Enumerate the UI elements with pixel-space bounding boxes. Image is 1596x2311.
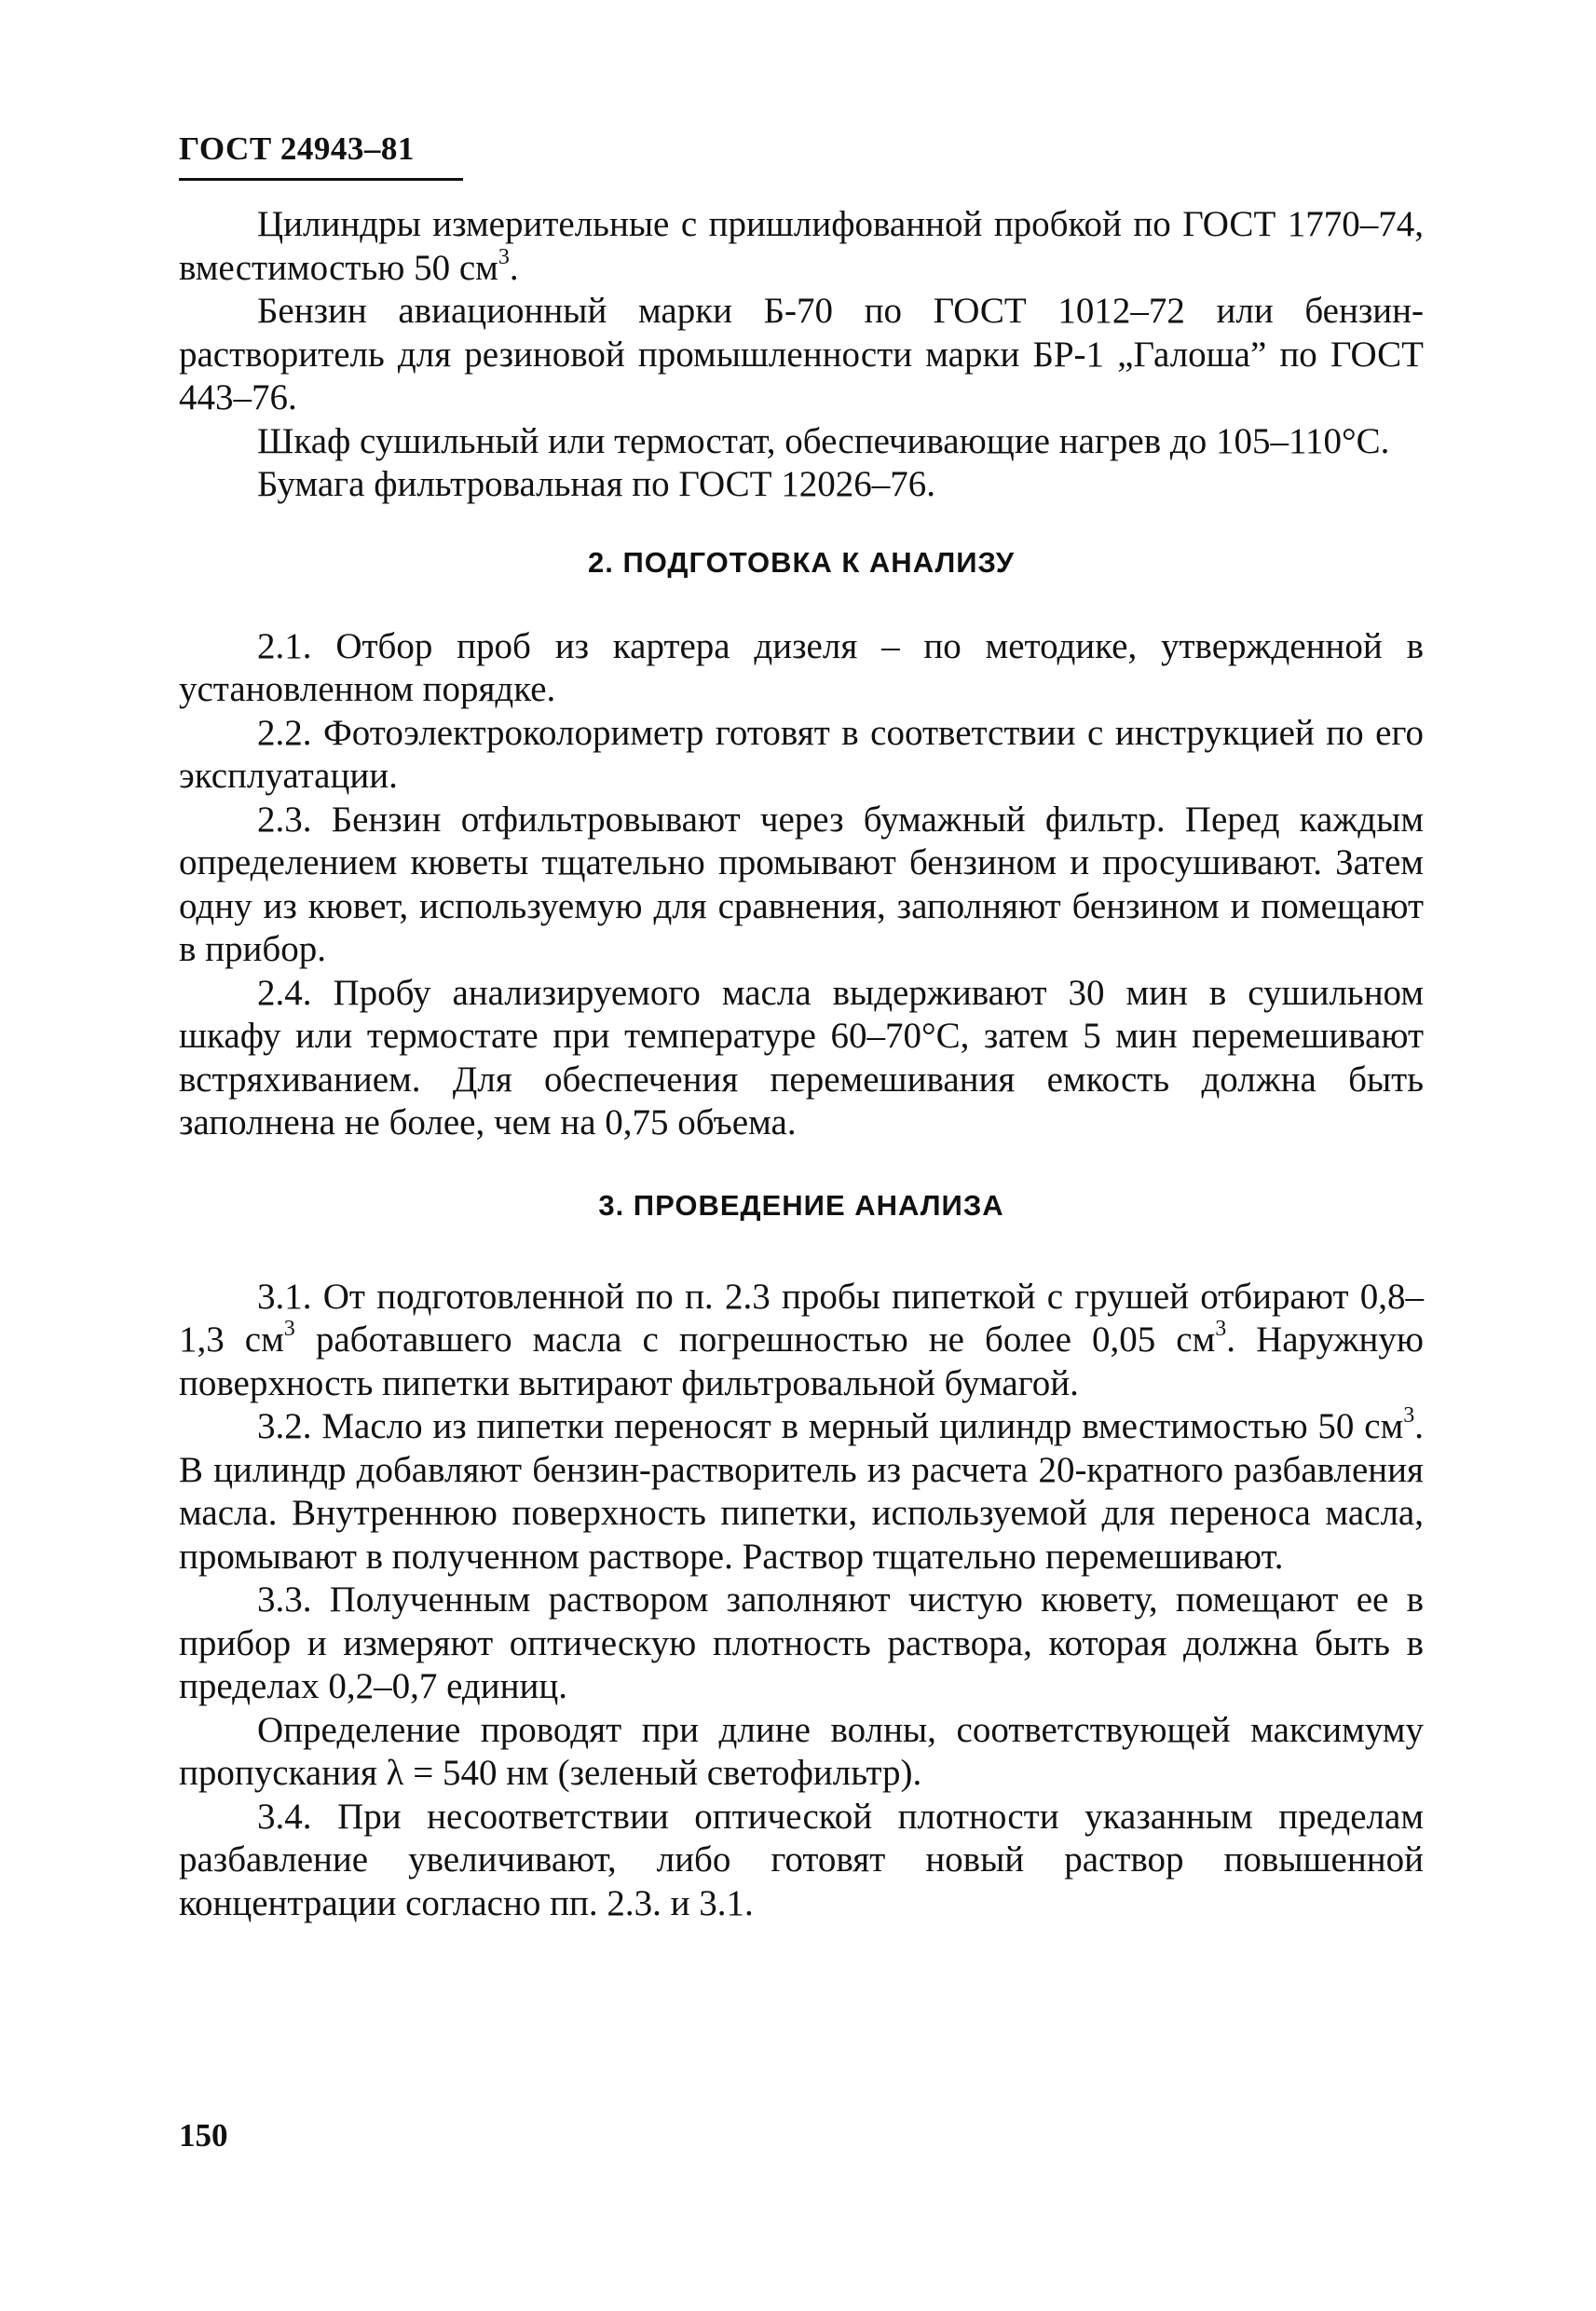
paragraph-2-2: 2.2. Фотоэлектроколориметр готовят в соответствии с инструкцией по его эксплуатации. bbox=[179, 712, 1424, 796]
paragraph-3-3: 3.3. Полученным раствором заполняют чистую кювету, помещают ее в прибор и измеряют оптическую плотность раствора, которая должна быть в пределах 0,2–0,7 единиц. bbox=[179, 1579, 1424, 1706]
body-text bbox=[179, 203, 1424, 1925]
header-rule bbox=[179, 178, 463, 181]
superscript: 3 bbox=[1403, 1403, 1415, 1428]
paragraph-gasoline: Бензин авиационный марки Б-70 по ГОСТ 1012–72 или бензин-растворитель для резиновой промышленности марки БР-1 „Галоша” по ГОСТ 443–76. bbox=[179, 291, 1424, 417]
paragraph-oven: Шкаф сушильный или термостат, обеспечивающие нагрев до 105–110°С. bbox=[257, 420, 1390, 461]
paragraph-filter-paper: Бумага фильтровальная по ГОСТ 12026–76. bbox=[257, 464, 935, 504]
paragraph-3-4: 3.4. При несоответствии оптической плотности указанным пределам разбавление увеличивают, либо готовят новый раствор повышенной концентрации согласно пп. 2.3. и 3.1. bbox=[179, 1796, 1424, 1923]
superscript: 3 bbox=[283, 1317, 295, 1341]
page-number: 150 bbox=[179, 2117, 228, 2154]
paragraph-cylinders: Цилиндры измерительные с пришлифованной пробкой по ГОСТ 1770–74, вместимостью 50 $см^3$. bbox=[179, 204, 1424, 288]
section-heading-preparation: 2. ПОДГОТОВКА К АНАЛИЗУ bbox=[587, 545, 1016, 579]
section-heading-analysis: 3. ПРОВЕДЕНИЕ АНАЛИЗА bbox=[598, 1188, 1004, 1222]
paragraph-3-3-wavelength: Определение проводят при длине волны, соответствующей максимуму пропускания λ = 540 нм (зеленый светофильтр). bbox=[179, 1709, 1424, 1793]
superscript: 3 bbox=[498, 244, 510, 269]
running-header: ГОСТ 24943–81 bbox=[179, 130, 415, 167]
paragraph-2-4: 2.4. Пробу анализируемого масла выдерживают 30 мин в сушильном шкафу или термостате при температуре 60–70°С, затем 5 мин перемешивают встряхиванием. Для обеспечения перемешивания емкость должна быть заполнена не более, чем на 0,75 объема. bbox=[179, 972, 1424, 1142]
paragraph-3-1: 3.1. От подготовленной по п. 2.3 пробы пипеткой с грушей отбирают 0,8–1,3 $см^3$ работавшего масла с погрешностью не более 0,05 $см^3$. Наружную поверхность пипетки вытирают фильтровальной бумагой. bbox=[179, 1276, 1424, 1403]
paragraph-3-2: 3.2. Масло из пипетки переносят в мерный цилиндр вместимостью 50 $см^3$. В цилиндр добавляют бензин-растворитель из расчета 20-кратного разбавления масла. Внутреннюю поверхность пипетки, используемой для переноса масла, промывают в полученном растворе. Раствор тщательно перемешивают. bbox=[179, 1403, 1424, 1577]
paragraph-2-1: 2.1. Отбор проб из картера дизеля – по методике, утвержденной в установленном порядке. bbox=[179, 625, 1424, 709]
superscript: 3 bbox=[1215, 1317, 1227, 1341]
paragraph-2-3: 2.3. Бензин отфильтровывают через бумажный фильтр. Перед каждым определением кюветы тщательно промывают бензином и просушивают. Затем одну из кювет, используемую для сравнения, заполняют бензином и помещают в прибор. bbox=[179, 799, 1424, 969]
